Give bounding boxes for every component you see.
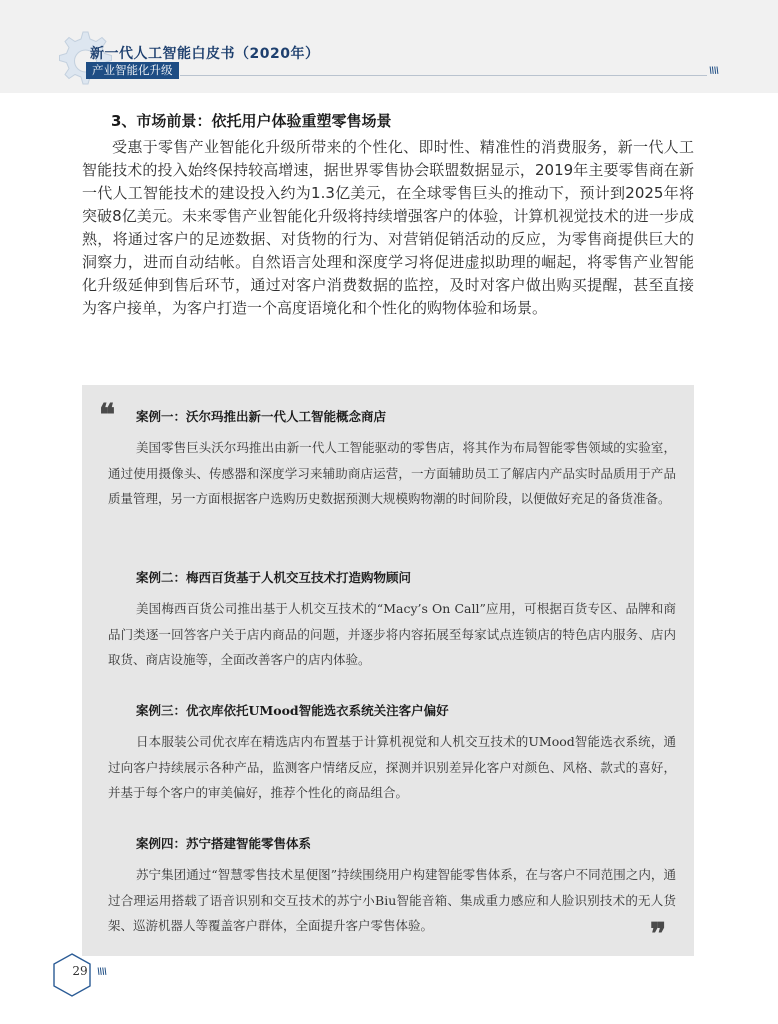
case-title: 案例二：梅西百货基于人机交互技术打造购物顾问 <box>136 570 412 585</box>
page-number: 29 <box>72 964 88 978</box>
case-title: 案例一：沃尔玛推出新一代人工智能概念商店 <box>136 409 387 424</box>
body-text <box>82 136 694 320</box>
document-title: 新一代人工智能白皮书（2020年） <box>90 46 320 62</box>
footer-slashes-decoration: \\\\ <box>97 967 107 977</box>
case-study-3 <box>108 702 676 806</box>
section-heading: 3、市场前景：依托用户体验重塑零售场景 <box>111 112 392 130</box>
header-slashes-decoration: \\\\ <box>709 66 719 76</box>
close-quote-icon: ❞ <box>650 917 667 952</box>
case-study-4 <box>108 835 676 939</box>
case-text: 美国零售巨头沃尔玛推出由新一代人工智能驱动的零售店，将其作为布局智能零售领域的实验室，通过使用摄像头、传感器和深度学习来辅助商店运营，一方面辅助员工了解店内产品实时品质用于产品质量管理，另一方面根据客户选购历史数据预测大规模购物潮的时间阶段，以便做好充足的备货准备。 <box>108 440 676 507</box>
case-title: 案例四：苏宁搭建智能零售体系 <box>136 836 312 851</box>
case-title: 案例三：优衣库依托UMood智能选衣系统关注客户偏好 <box>136 703 449 718</box>
case-text: 美国梅西百货公司推出基于人机交互技术的“Macy’s On Call”应用，可根据百货专区、品牌和商品门类逐一回答客户关于店内商品的问题，并逐步将内容拓展至每家试点连锁店的特色店内服务、店内取货、商店设施等，全面改善客户的店内体验。 <box>108 601 676 668</box>
case-study-2 <box>108 569 676 673</box>
open-quote-icon: ❝ <box>99 398 116 433</box>
case-study-1 <box>108 408 676 512</box>
case-text: 苏宁集团通过“智慧零售技术星便图”持续围绕用户构建智能零售体系，在与客户不同范围之内，通过合理运用搭载了语音识别和交互技术的苏宁小Biu智能音箱、集成重力感应和人脸识别技术的无人货架、巡游机器人等覆盖客户群体，全面提升客户零售体验。 <box>108 867 676 934</box>
body-paragraph: 受惠于零售产业智能化升级所带来的个性化、即时性、精准性的消费服务，新一代人工智能技术的投入始终保持较高增速，据世界零售协会联盟数据显示，2019年主要零售商在新一代人工智能技术的建设投入约为1.3亿美元，在全球零售巨头的推动下，预计到2025年将突破8亿美元。未来零售产业智能化升级将持续增强客户的体验，计算机视觉技术的进一步成熟，将通过客户的足迹数据、对货物的行为、对营销促销活动的反应，为零售商提供巨大的洞察力，进而自动结帐。自然语言处理和深度学习将促进虚拟助理的崛起，将零售产业智能化升级延伸到售后环节，通过对客户消费数据的监控，及时对客户做出购买提醒，甚至直接为客户接单，为客户打造一个高度语境化和个性化的购物体验和场景。 <box>82 138 694 317</box>
case-text: 日本服装公司优衣库在精选店内布置基于计算机视觉和人机交互技术的UMood智能选衣系统，通过向客户持续展示各种产品，监测客户情绪反应，探测并识别差异化客户对颜色、风格、款式的喜好，并基于每个客户的审美偏好，推荐个性化的商品组合。 <box>108 734 676 801</box>
chapter-label: 产业智能化升级 <box>86 62 179 79</box>
header-divider <box>180 75 707 76</box>
